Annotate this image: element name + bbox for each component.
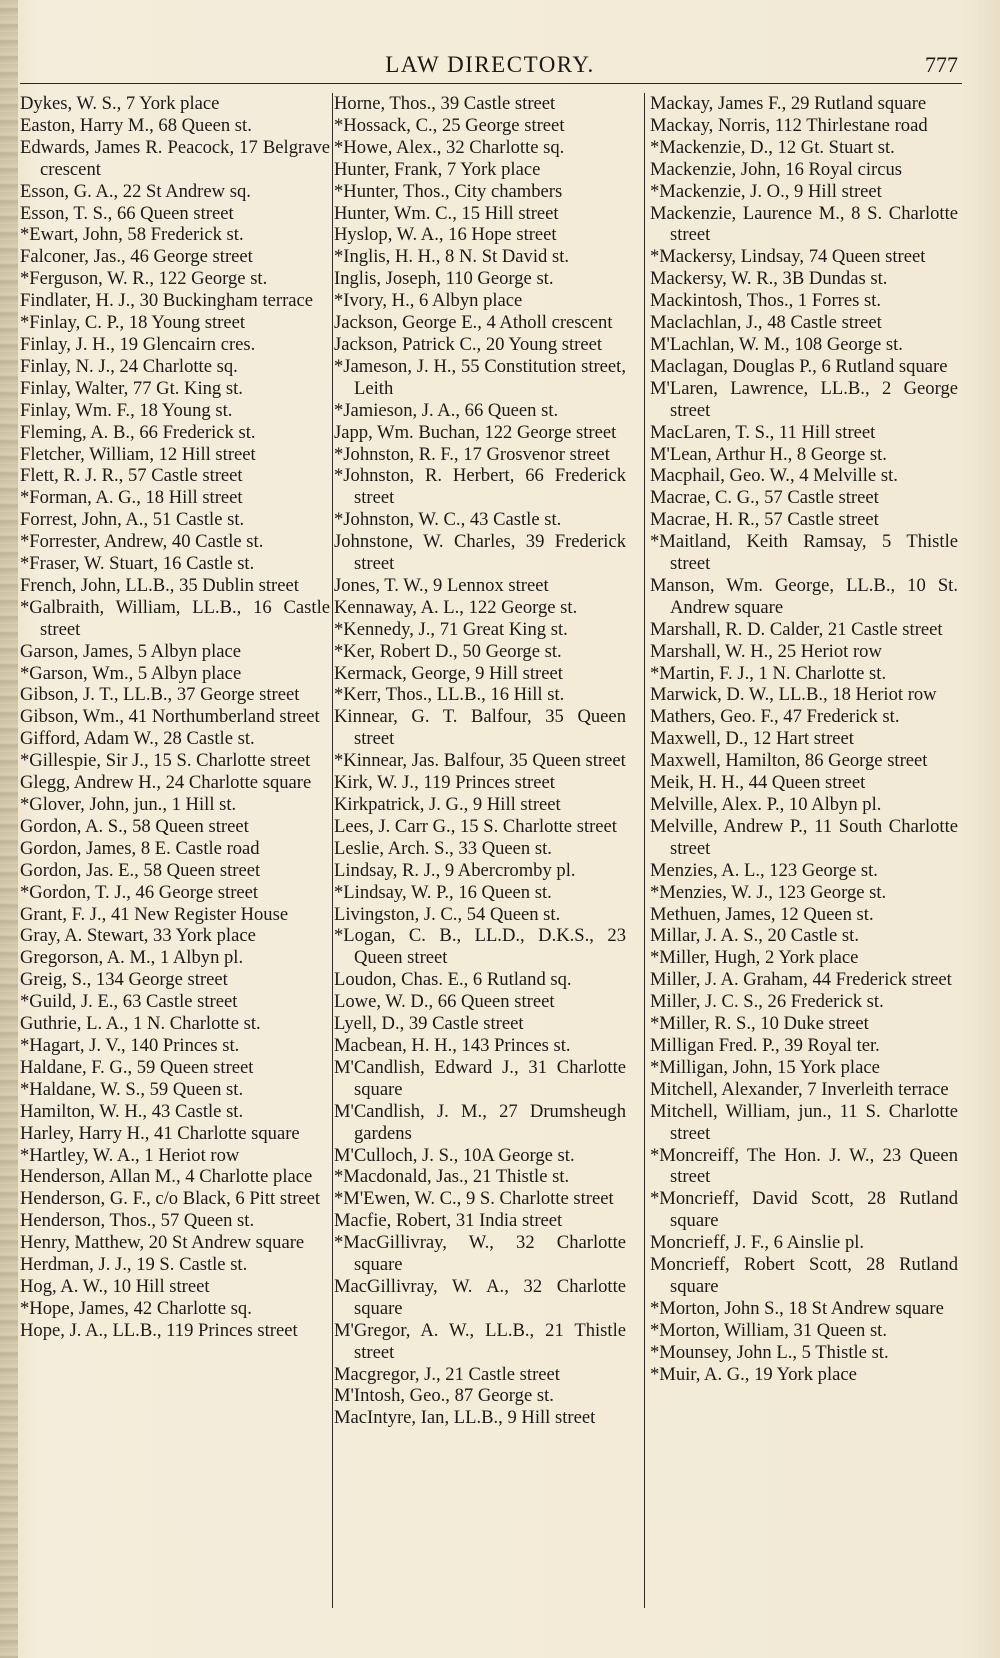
directory-entry: Finlay, Walter, 77 Gt. King st. [20,377,243,399]
directory-entry: Hope, J. A., LL.B., 119 Princes street [20,1319,298,1341]
directory-entry: *Hartley, W. A., 1 Heriot row [20,1144,240,1166]
directory-entry: *Ker, Robert D., 50 George st. [334,640,562,662]
directory-entry: Macfie, Robert, 31 India street [334,1210,563,1232]
directory-entry: *Lindsay, W. P., 16 Queen st. [334,881,552,903]
directory-entry: Marshall, W. H., 25 Heriot row [650,640,882,662]
directory-entry: Macrae, H. R., 57 Castle street [650,509,879,531]
directory-entry: Finlay, J. H., 19 Glencairn cres. [20,333,256,355]
directory-entry: M'Lean, Arthur H., 8 George st. [650,443,887,465]
directory-entry: Loudon, Chas. E., 6 Rutland sq. [334,969,572,991]
directory-entry: Fletcher, William, 12 Hill street [20,443,256,465]
directory-entry: *Guild, J. E., 63 Castle street [20,991,238,1013]
directory-entry: *Finlay, C. P., 18 Young street [20,312,246,334]
directory-entry: Mitchell, William, jun., 11 S. Charlotte street [650,1100,958,1144]
directory-entry: Mathers, Geo. F., 47 Frederick st. [650,706,900,728]
directory-entry: Glegg, Andrew H., 24 Charlotte square [20,772,312,794]
directory-entry: *Ewart, John, 58 Frederick st. [20,224,244,246]
directory-entry: Garson, James, 5 Albyn place [20,640,242,662]
directory-entry: Livingston, J. C., 54 Queen st. [334,903,561,925]
directory-entry: Mackenzie, John, 16 Royal circus [650,158,902,180]
directory-entry: Maxwell, Hamilton, 86 George street [650,750,928,772]
directory-entry: MacLaren, T. S., 11 Hill street [650,421,876,443]
directory-entry: *Johnston, R. F., 17 Grosvenor street [334,443,610,465]
directory-entry: Hunter, Frank, 7 York place [334,158,541,180]
directory-entry: *MacGillivray, W., 32 Charlotte square [334,1232,626,1276]
directory-entry: Jones, T. W., 9 Lennox street [334,574,549,596]
directory-entry: MacGillivray, W. A., 32 Charlotte square [334,1275,626,1319]
directory-entry: Mackay, Norris, 112 Thirlestane road [650,114,928,136]
directory-entry: Mackenzie, Laurence M., 8 S. Charlotte street [650,202,958,246]
directory-entry: *Ivory, H., 6 Albyn place [334,290,523,312]
directory-entry: Johnstone, W. Charles, 39 Frederick street [334,531,626,575]
directory-entry: *Moncreiff, The Hon. J. W., 23 Queen street [650,1144,958,1188]
directory-entry: *Forrester, Andrew, 40 Castle st. [20,531,264,553]
directory-entry: Kinnear, G. T. Balfour, 35 Queen street [334,706,626,750]
directory-entry: Forrest, John, A., 51 Castle st. [20,509,245,531]
directory-entry: *Jameson, J. H., 55 Constitution street, Leith [334,355,626,399]
directory-entry: *Menzies, W. J., 123 George st. [650,881,887,903]
directory-entry: Moncrieff, Robert Scott, 28 Rutland square [650,1254,958,1297]
directory-entry: Gibson, Wm., 41 Northumberland street [20,706,320,728]
directory-entry: Fleming, A. B., 66 Frederick st. [20,421,256,443]
directory-entry: Gibson, J. T., LL.B., 37 George street [20,684,300,706]
directory-entry: Kirkpatrick, J. G., 9 Hill street [334,794,561,815]
directory-entry: *Kinnear, Jas. Balfour, 35 Queen street [334,750,626,772]
directory-entry: *Forman, A. G., 18 Hill street [20,487,243,509]
directory-entry: Falconer, Jas., 46 George street [20,246,253,268]
directory-entry: Jackson, Patrick C., 20 Young street [334,333,603,355]
directory-column-2 [334,93,626,1608]
directory-entry: Herdman, J. J., 19 S. Castle st. [20,1254,248,1276]
directory-entry: *Johnston, R. Herbert, 66 Frederick street [334,465,626,509]
directory-entry: Lindsay, R. J., 9 Abercromby pl. [334,859,576,881]
directory-entry: *Johnston, W. C., 43 Castle st. [334,509,562,531]
directory-entry: *Hunter, Thos., City chambers [334,180,563,202]
directory-entry: MacIntyre, Ian, LL.B., 9 Hill street [334,1407,596,1429]
directory-entry: *Jamieson, J. A., 66 Queen st. [334,399,559,421]
directory-entry: *Glover, John, jun., 1 Hill st. [20,794,237,815]
directory-entry: *Moncrieff, David Scott, 28 Rutland square [650,1188,958,1232]
directory-entry: *Milligan, John, 15 York place [650,1056,880,1078]
directory-entry: Henry, Matthew, 20 St Andrew square [20,1232,305,1254]
directory-entry: Lyell, D., 39 Castle street [334,1013,524,1035]
directory-entry: *Kerr, Thos., LL.B., 16 Hill st. [334,684,565,706]
directory-entry: *Ferguson, W. R., 122 George st. [20,268,268,290]
directory-entry: Moncrieff, J. F., 6 Ainslie pl. [650,1232,865,1254]
directory-entry: *Gordon, T. J., 46 George street [20,881,259,903]
directory-entry: Gray, A. Stewart, 33 York place [20,925,256,947]
directory-entry: M'Candlish, Edward J., 31 Charlotte square [334,1056,626,1100]
directory-entry: Hunter, Wm. C., 15 Hill street [334,202,559,224]
directory-entry: Miller, J. C. S., 26 Frederick st. [650,991,884,1013]
column-divider-2 [644,93,645,1608]
directory-entry: Leslie, Arch. S., 33 Queen st. [334,837,552,859]
directory-entry: Inglis, Joseph, 110 George st. [334,268,554,290]
directory-entry: *Martin, F. J., 1 N. Charlotte st. [650,662,887,684]
directory-entry: *Mackersy, Lindsay, 74 Queen street [650,246,926,268]
directory-entry: Marshall, R. D. Calder, 21 Castle street [650,618,943,640]
directory-entry: *Mounsey, John L., 5 Thistle st. [650,1341,889,1363]
directory-entry: Marwick, D. W., LL.B., 18 Heriot row [650,684,937,706]
directory-entry: Dykes, W. S., 7 York place [20,93,220,114]
directory-entry: *Mackenzie, J. O., 9 Hill street [650,180,882,202]
directory-entry: Milligan Fred. P., 39 Royal ter. [650,1034,880,1056]
directory-entry: *Miller, Hugh, 2 York place [650,947,859,969]
directory-entry: Harley, Harry H., 41 Charlotte square [20,1122,300,1144]
directory-entry: Henderson, Thos., 57 Queen st. [20,1210,255,1232]
directory-entry: Gordon, Jas. E., 58 Queen street [20,859,261,881]
directory-entry: *Galbraith, William, LL.B., 16 Castle street [20,596,330,640]
page-number: 777 [925,52,958,77]
directory-entry: Gordon, James, 8 E. Castle road [20,837,260,859]
directory-column-3 [650,93,958,1608]
directory-entry: Maxwell, D., 12 Hart street [650,728,854,750]
directory-entry: Kermack, George, 9 Hill street [334,662,563,684]
directory-entry: Mackersy, W. R., 3B Dundas st. [650,268,888,290]
directory-entry: M'Culloch, J. S., 10A George st. [334,1144,575,1166]
directory-entry: *Garson, Wm., 5 Albyn place [20,662,242,684]
page-header [20,48,960,88]
directory-entry: Edwards, James R. Peacock, 17 Belgrave crescent [20,136,330,180]
directory-entry: Finlay, N. J., 24 Charlotte sq. [20,355,238,377]
directory-entry: Greig, S., 134 George street [20,969,228,991]
directory-entry: French, John, LL.B., 35 Dublin street [20,574,299,596]
directory-entry: Esson, G. A., 22 St Andrew sq. [20,180,251,202]
directory-entry: *Howe, Alex., 32 Charlotte sq. [334,136,565,158]
directory-entry: *Hope, James, 42 Charlotte sq. [20,1297,252,1319]
directory-entry: M'Gregor, A. W., LL.B., 21 Thistle street [334,1319,626,1363]
running-title: LAW DIRECTORY. [385,52,595,77]
directory-entry: M'Candlish, J. M., 27 Drumsheugh gardens [334,1100,626,1144]
directory-entry: Hamilton, W. H., 43 Castle st. [20,1100,244,1122]
directory-entry: Melville, Alex. P., 10 Albyn pl. [650,794,882,815]
directory-entry: Lowe, W. D., 66 Queen street [334,991,555,1013]
directory-entry: Esson, T. S., 66 Queen street [20,202,234,224]
directory-entry: Hyslop, W. A., 16 Hope street [334,224,557,246]
directory-entry: M'Laren, Lawrence, LL.B., 2 George street [650,377,958,421]
directory-entry: *Inglis, H. H., 8 N. St David st. [334,246,570,268]
directory-entry: *Macdonald, Jas., 21 Thistle st. [334,1166,570,1188]
directory-entry: Gordon, A. S., 58 Queen street [20,815,249,837]
directory-entry: Grant, F. J., 41 New Register House [20,903,289,925]
directory-entry: *Kennedy, J., 71 Great King st. [334,618,568,640]
directory-entry: Macphail, Geo. W., 4 Melville st. [650,465,898,487]
directory-entry: *Logan, C. B., LL.D., D.K.S., 23 Queen street [334,925,626,969]
header-rule [20,83,962,84]
directory-entry: Macgregor, J., 21 Castle street [334,1363,560,1385]
directory-entry: *Gillespie, Sir J., 15 S. Charlotte street [20,750,311,772]
directory-entry: Menzies, A. L., 123 George st. [650,859,878,881]
directory-entry: Horne, Thos., 39 Castle street [334,93,556,114]
directory-entry: Finlay, Wm. F., 18 Young st. [20,399,233,421]
directory-entry: Findlater, H. J., 30 Buckingham terrace [20,290,314,312]
directory-columns [20,93,960,1638]
directory-entry: *Hossack, C., 25 George street [334,114,565,136]
directory-entry: *Hagart, J. V., 140 Princes st. [20,1034,240,1056]
directory-entry: Lees, J. Carr G., 15 S. Charlotte street [334,815,617,837]
directory-entry: Henderson, G. F., c/o Black, 6 Pitt street [20,1188,321,1210]
directory-entry: Mackintosh, Thos., 1 Forres st. [650,290,882,312]
directory-entry: *Haldane, W. S., 59 Queen st. [20,1078,244,1100]
directory-entry: Miller, J. A. Graham, 44 Frederick street [650,969,952,991]
directory-entry: *Muir, A. G., 19 York place [650,1363,857,1385]
directory-entry: *Mackenzie, D., 12 Gt. Stuart st. [650,136,895,158]
page-binding-edge [0,0,18,1658]
directory-entry: Meik, H. H., 44 Queen street [650,772,866,794]
directory-entry: *Fraser, W. Stuart, 16 Castle st. [20,553,255,575]
directory-entry: Gifford, Adam W., 28 Castle st. [20,728,255,750]
directory-entry: Henderson, Allan M., 4 Charlotte place [20,1166,313,1188]
directory-entry: *Miller, R. S., 10 Duke street [650,1013,869,1035]
directory-entry: Gregorson, A. M., 1 Albyn pl. [20,947,244,969]
directory-entry: Jackson, George E., 4 Atholl crescent [334,312,613,334]
directory-entry: Millar, J. A. S., 20 Castle st. [650,925,859,947]
directory-entry: *M'Ewen, W. C., 9 S. Charlotte street [334,1188,614,1210]
directory-entry: Manson, Wm. George, LL.B., 10 St. Andrew square [650,574,958,618]
directory-entry: *Morton, John S., 18 St Andrew square [650,1297,944,1319]
directory-entry: Macrae, C. G., 57 Castle street [650,487,879,509]
directory-entry: Maclachlan, J., 48 Castle street [650,312,882,334]
directory-entry: Japp, Wm. Buchan, 122 George street [334,421,617,443]
directory-entry: Methuen, James, 12 Queen st. [650,903,874,925]
directory-entry: Guthrie, L. A., 1 N. Charlotte st. [20,1013,261,1035]
directory-entry: Mackay, James F., 29 Rutland square [650,93,927,114]
directory-column-1 [20,93,330,1608]
directory-entry: *Morton, William, 31 Queen st. [650,1319,887,1341]
directory-entry: M'Lachlan, W. M., 108 George st. [650,333,903,355]
directory-entry: Macbean, H. H., 143 Princes st. [334,1034,571,1056]
column-divider-1 [332,93,333,1608]
directory-entry: Easton, Harry M., 68 Queen st. [20,114,252,136]
directory-entry: Melville, Andrew P., 11 South Charlotte street [650,815,958,859]
directory-entry: Kennaway, A. L., 122 George st. [334,596,578,618]
directory-entry: Hog, A. W., 10 Hill street [20,1275,210,1297]
directory-entry: Maclagan, Douglas P., 6 Rutland square [650,355,948,377]
directory-entry: Flett, R. J. R., 57 Castle street [20,465,243,487]
directory-entry: Mitchell, Alexander, 7 Inverleith terrace [650,1078,949,1100]
directory-entry: M'Intosh, Geo., 87 George st. [334,1385,554,1407]
directory-entry: Haldane, F. G., 59 Queen street [20,1056,254,1078]
directory-entry: *Maitland, Keith Ramsay, 5 Thistle street [650,531,958,575]
directory-entry: Kirk, W. J., 119 Princes street [334,772,555,794]
